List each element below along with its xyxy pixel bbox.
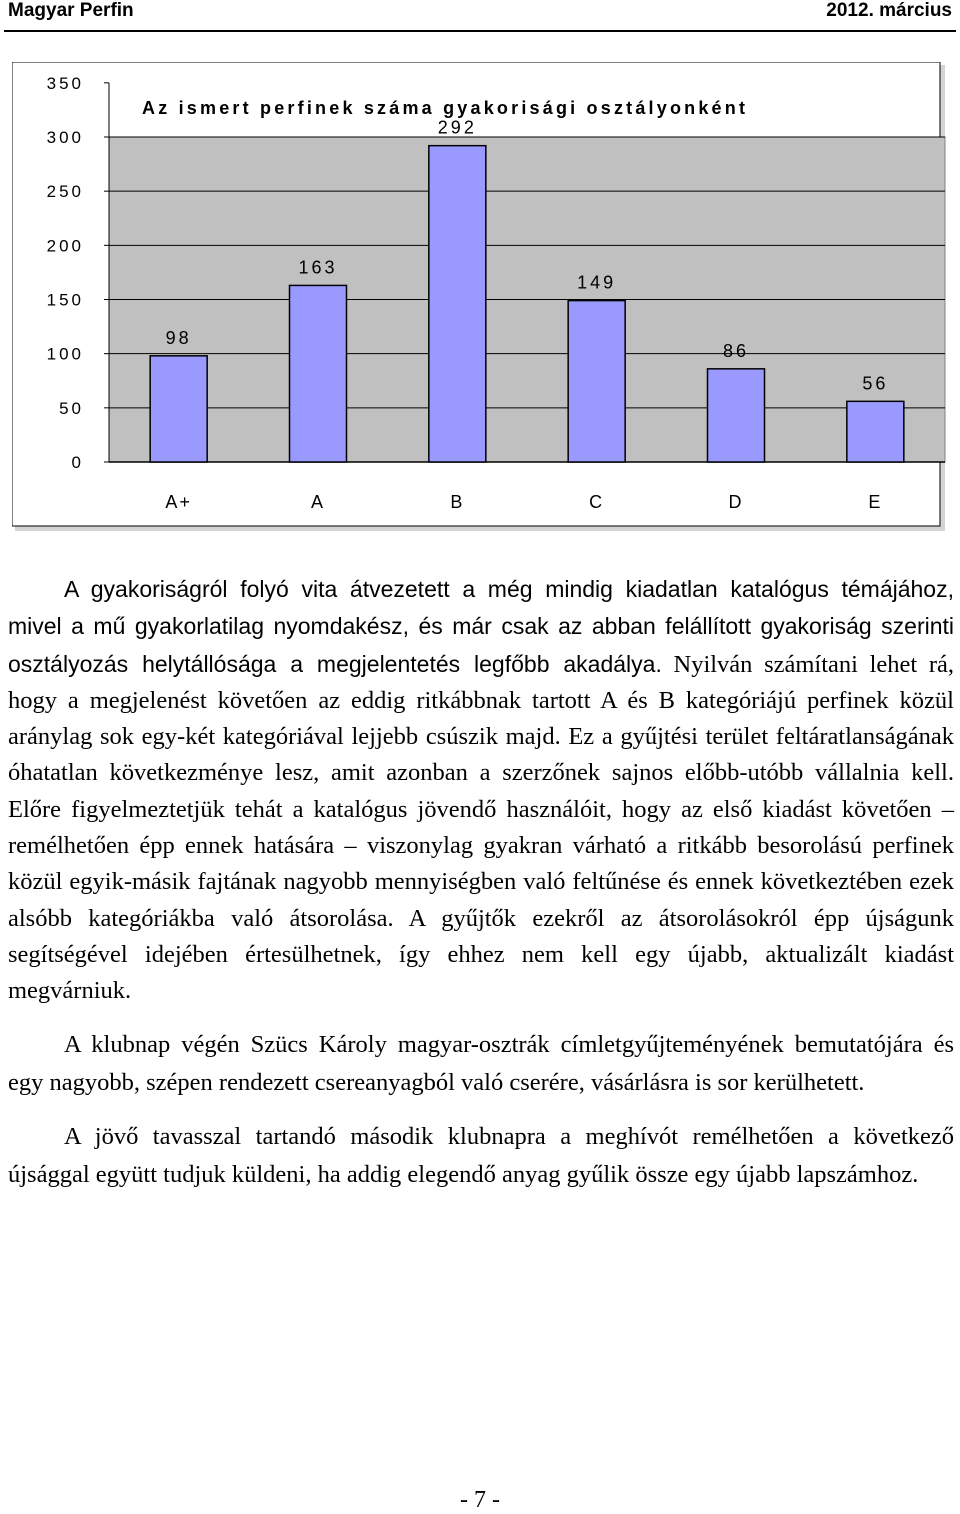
paragraph-next-meeting: A jövő tavasszal tartandó második klubnapra a meghívót remélhetően a következő újsággal együtt tudjuk küldeni, ha addig elegendő anyag gyűlik össze egy újabb lapszámhoz. [8,1122,954,1189]
y-tick-label: 100 [46,344,84,364]
x-tick-label: E [868,492,883,512]
issue-date: 2012. március [826,0,952,21]
page-header [0,0,960,34]
y-tick-label: 200 [46,236,84,256]
data-label: 86 [722,340,750,361]
header-rule [4,30,956,32]
article-body [8,571,954,1195]
x-tick-label: B [450,492,465,512]
x-tick-label: A [310,492,326,512]
bar [150,356,207,462]
data-label: 149 [577,272,617,293]
chart-svg [12,62,948,534]
y-tick-label: 350 [46,73,84,93]
paragraph-club-day: A klubnap végén Szücs Károly magyar-osztrák címletgyűjteményének bemutatójára és egy nagyobb, szépen rendezett csereanyagból való cserére, vásárlásra is sor kerülhetett. [8,1030,954,1097]
x-tick-label: D [728,492,744,512]
bar [708,369,765,462]
publication-title: Magyar Perfin [8,0,134,21]
bar [429,146,486,462]
bar [568,301,625,462]
data-label: 292 [437,117,477,138]
paragraph-rest: Nyilván számítani lehet rá, hogy a megjelenést követően az eddig ritkábbnak tartott A és B kategóriájú perfinek közül aránylag sok egy-két kategóriával lejjebb csúszik majd. Ez a gyűjtési terület feltáratlanságának óhatatlan következménye lesz, amit azonban a szerzőnek sajnos előbb-utóbb vállalnia kell. Előre figyelmeztetjük tehát a katalógus jövendő használóit, hogy az első kiadást követően – remélhetően épp ennek hatására – viszonylag gyakran várható a ritkább besorolású perfinek közül egyik-másik fajtának nagyobb mennyiségben való feltűnése és ennek következtében ezek alsóbb kategóriákba való átsorolása. A gyűjtők ezekről az átsorolásokról épp újságunk segítségével idejében értesülhetnek, így ehhez nem kell egy újabb, aktualizált kiadást megvárniuk. [8,650,954,1005]
y-tick-label: 0 [71,453,84,472]
frequency-chart [12,62,948,534]
paragraph-lead: A gyakoriságról folyó vita átvezetett a még mindig kiadatlan katalógus témájához, mivel a mű gyakorlatilag nyomdakész, és már csak az abban felállított gyakoriság szerinti osztályozás helytállósága a megjelentetés legfőbb akadálya. [8,576,954,677]
data-label: 98 [165,327,192,348]
x-tick-label: C [589,492,605,512]
y-tick-label: 150 [46,290,84,310]
data-label: 163 [298,257,338,278]
page-number: - 7 - [460,1487,500,1513]
paragraph-catalogue [8,571,954,1010]
chart-title: Az ismert perfinek száma gyakorisági osztályonként [142,98,749,118]
x-tick-label: A+ [165,492,192,512]
y-tick-label: 250 [46,182,84,202]
data-label: 56 [862,373,889,394]
y-tick-label: 50 [59,398,84,418]
y-tick-label: 300 [46,128,84,147]
bar [847,401,904,462]
bar [290,285,347,462]
